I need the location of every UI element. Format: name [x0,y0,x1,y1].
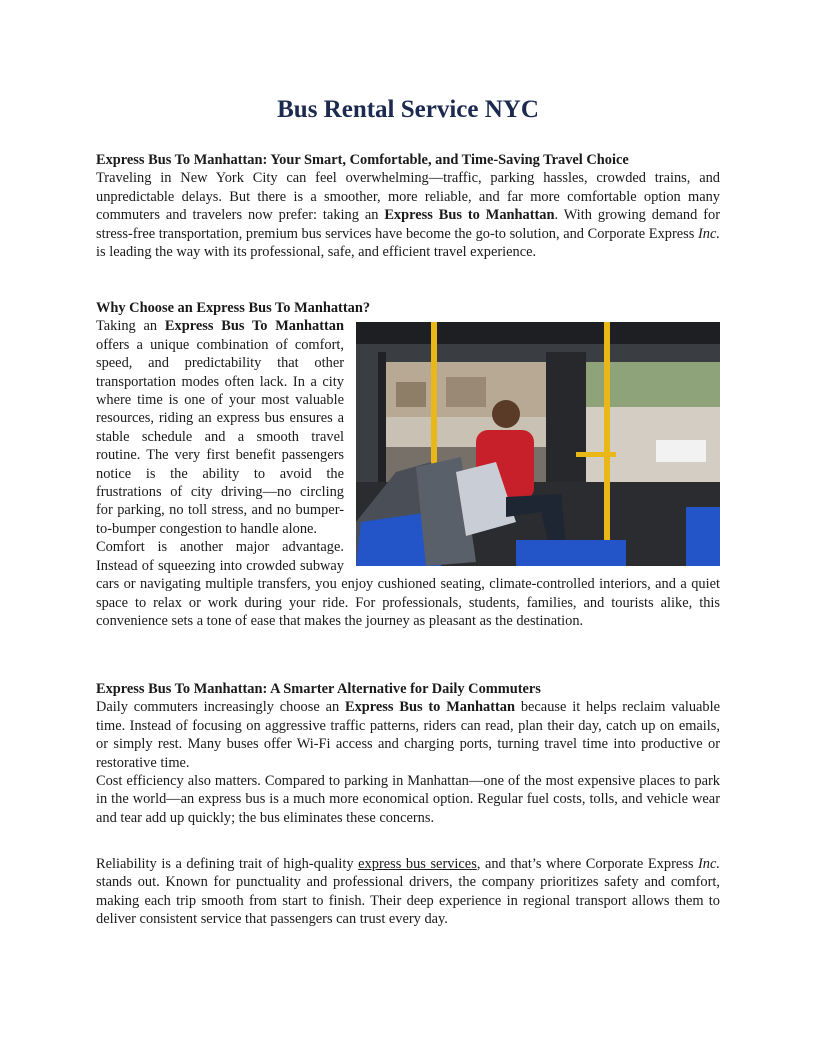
page-title: Bus Rental Service NYC [277,96,539,123]
paragraph [96,169,720,261]
text-run: . With growing demand for stress-free transportation, premium bus services have become the go-to solution, and Corporate Express [96,207,720,242]
bold-text: Express Bus to Manhattan [384,207,555,224]
text-run: is leading the way with its professional, safe, and efficient travel experience. [96,244,537,261]
text-run: because it helps reclaim valuable time. Instead of focusing on aggressive traffic patterns, riders can read, plan their day, catch up on emails, or simply rest. Many buses offer Wi-Fi access and charging ports, turning travel time into productive or restorative time. [96,699,721,771]
section-heading: Express Bus To Manhattan: Your Smart, Comfortable, and Time-Saving Travel Choice [96,152,629,168]
section-heading: Why Choose an Express Bus To Manhattan? [96,300,371,316]
text-run: offers a unique combination of comfort, speed, and predictability that other transportation modes often lack. In a city where time is one of your most valuable resources, riding an express bus ensures a stable schedule and a smooth travel routine. The very first benefit passengers notice is the ability to avoid the frustrations of city driving—no circling for parking, no toll stress, and no bumper-to-bumper congestion to handle alone. [96,336,344,537]
text-run: Taking an [96,318,165,335]
italic-text: Inc. [698,225,720,242]
section-reliability [96,855,720,929]
section-intro [96,151,720,261]
italic-text: Inc. [698,856,720,872]
bold-text: Express Bus To Manhattan [164,318,344,335]
photo-illustration [356,322,720,566]
section-heading: Express Bus To Manhattan: A Smarter Alternative for Daily Commuters [96,681,541,697]
text-run: Reliability is a defining trait of high-quality [96,856,359,872]
text-run: , and that’s where Corporate Express [476,856,699,872]
express-bus-services-link[interactable]: express bus services [358,856,477,872]
bus-interior-photo [356,322,720,566]
bold-text: Express Bus to Manhattan [345,699,515,716]
paragraph: Comfort is another major advantage. Instead of squeezing into crowded subway cars or navigating multiple transfers, you enjoy cushioned seating, climate-controlled interiors, and a quiet space to relax or work during your ride. For professionals, students, families, and tourists alike, this convenience sets a tone of ease that makes the journey as pleasant as the destination. [96,539,720,629]
section-smarter-alternative [96,680,720,827]
section-why-choose [96,299,720,630]
paragraph [96,855,720,929]
text-run: stands out. Known for punctuality and professional drivers, the company prioritizes safety and comfort, making each trip smooth from start to finish. Their deep experience in regional transport allows them to deliver consistent service that passengers can trust every day. [96,874,720,928]
text-run: Traveling in New York City can feel overwhelming—traffic, parking hassles, crowded trains, and unpredictable delays. But there is a smoother, more reliable, and far more comfortable option many commuters and travelers now prefer: taking an [96,170,720,224]
paragraph [96,698,720,772]
paragraph: Cost efficiency also matters. Compared to parking in Manhattan—one of the most expensive places to park in the world—an express bus is a much more economical option. Regular fuel costs, tolls, and vehicle wear and tear add up quickly; the bus eliminates these concerns. [96,773,720,826]
text-run: Daily commuters increasingly choose an [96,699,345,716]
